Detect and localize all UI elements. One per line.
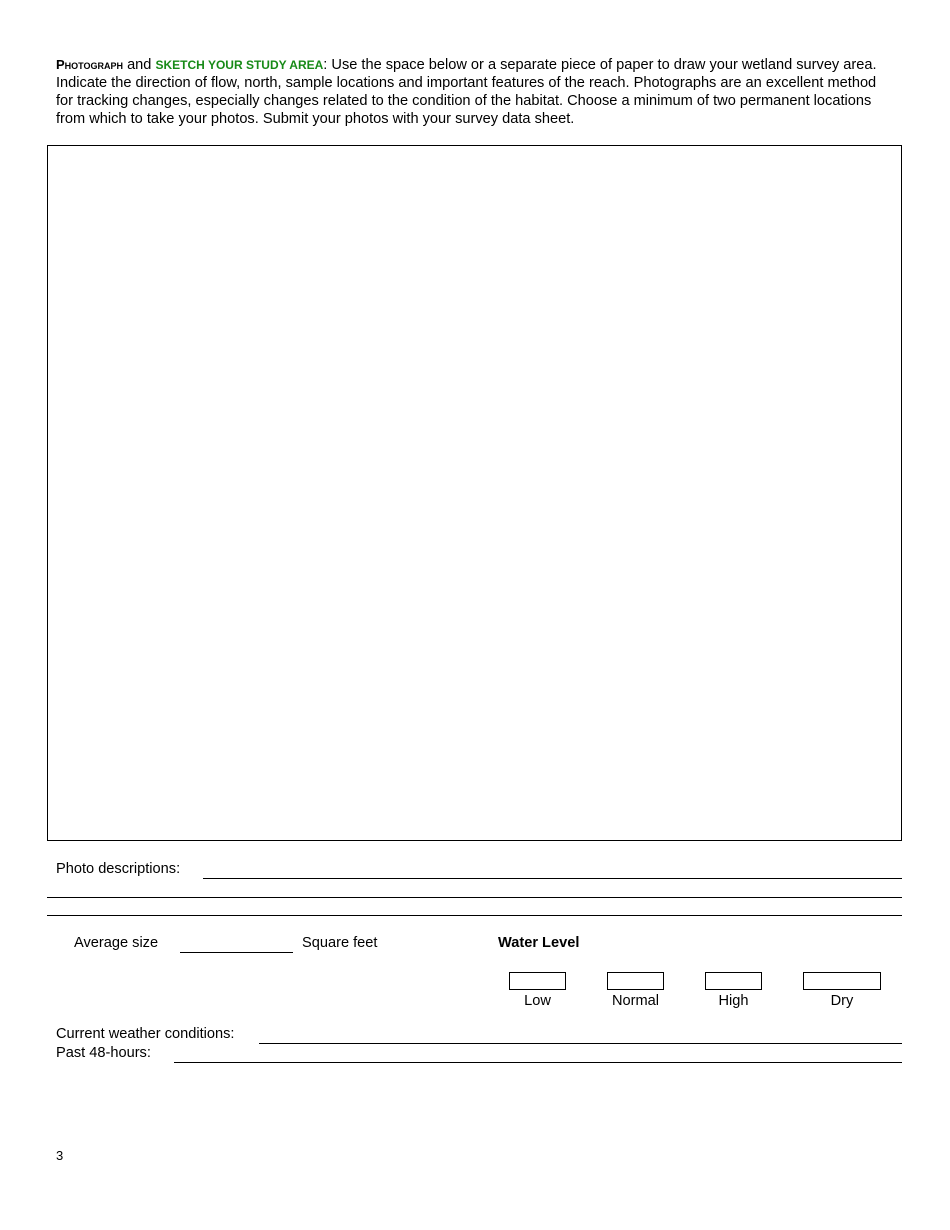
average-size-label: Average size xyxy=(74,935,159,951)
water-level-normal-label: Normal xyxy=(611,993,660,1009)
instructions-text: : Use the space below or a separate piece of paper to draw your wetland survey area. Indicate the direction of flow, north, sample locations and important features of the reach. Photographs are an excellent method for tracking changes, especially changes related to the condition of the habitat. Choose a minimum of two permanent locations from which to take your photos. Submit your photos with your survey data sheet. xyxy=(56,57,877,127)
square-feet-unit: Square feet xyxy=(302,935,378,951)
instructions-paragraph xyxy=(56,56,896,128)
water-level-dry-label: Dry xyxy=(830,993,854,1009)
photo-descriptions-line-2[interactable] xyxy=(47,897,902,898)
water-level-normal-checkbox[interactable] xyxy=(607,972,664,990)
photograph-heading: Photograph xyxy=(56,57,124,72)
water-level-high-checkbox[interactable] xyxy=(705,972,762,990)
page-number: 3 xyxy=(56,1148,64,1163)
past-48-hours-label: Past 48-hours: xyxy=(56,1045,151,1061)
photo-descriptions-line-1[interactable] xyxy=(203,878,902,879)
water-level-title: Water Level xyxy=(498,935,580,951)
past-48-hours-field[interactable] xyxy=(174,1062,902,1063)
photo-descriptions-label: Photo descriptions: xyxy=(56,861,181,877)
water-level-low-checkbox[interactable] xyxy=(509,972,566,990)
current-weather-field[interactable] xyxy=(259,1043,902,1044)
water-level-high-label: High xyxy=(718,993,749,1009)
sketch-heading: SKETCH YOUR STUDY AREA xyxy=(155,58,324,72)
heading-joiner: and xyxy=(123,57,156,73)
water-level-low-label: Low xyxy=(524,993,551,1009)
average-size-field[interactable] xyxy=(180,952,293,953)
sketch-area[interactable] xyxy=(47,145,902,841)
current-weather-label: Current weather conditions: xyxy=(56,1026,235,1042)
photo-descriptions-line-3[interactable] xyxy=(47,915,902,916)
water-level-dry-checkbox[interactable] xyxy=(803,972,881,990)
